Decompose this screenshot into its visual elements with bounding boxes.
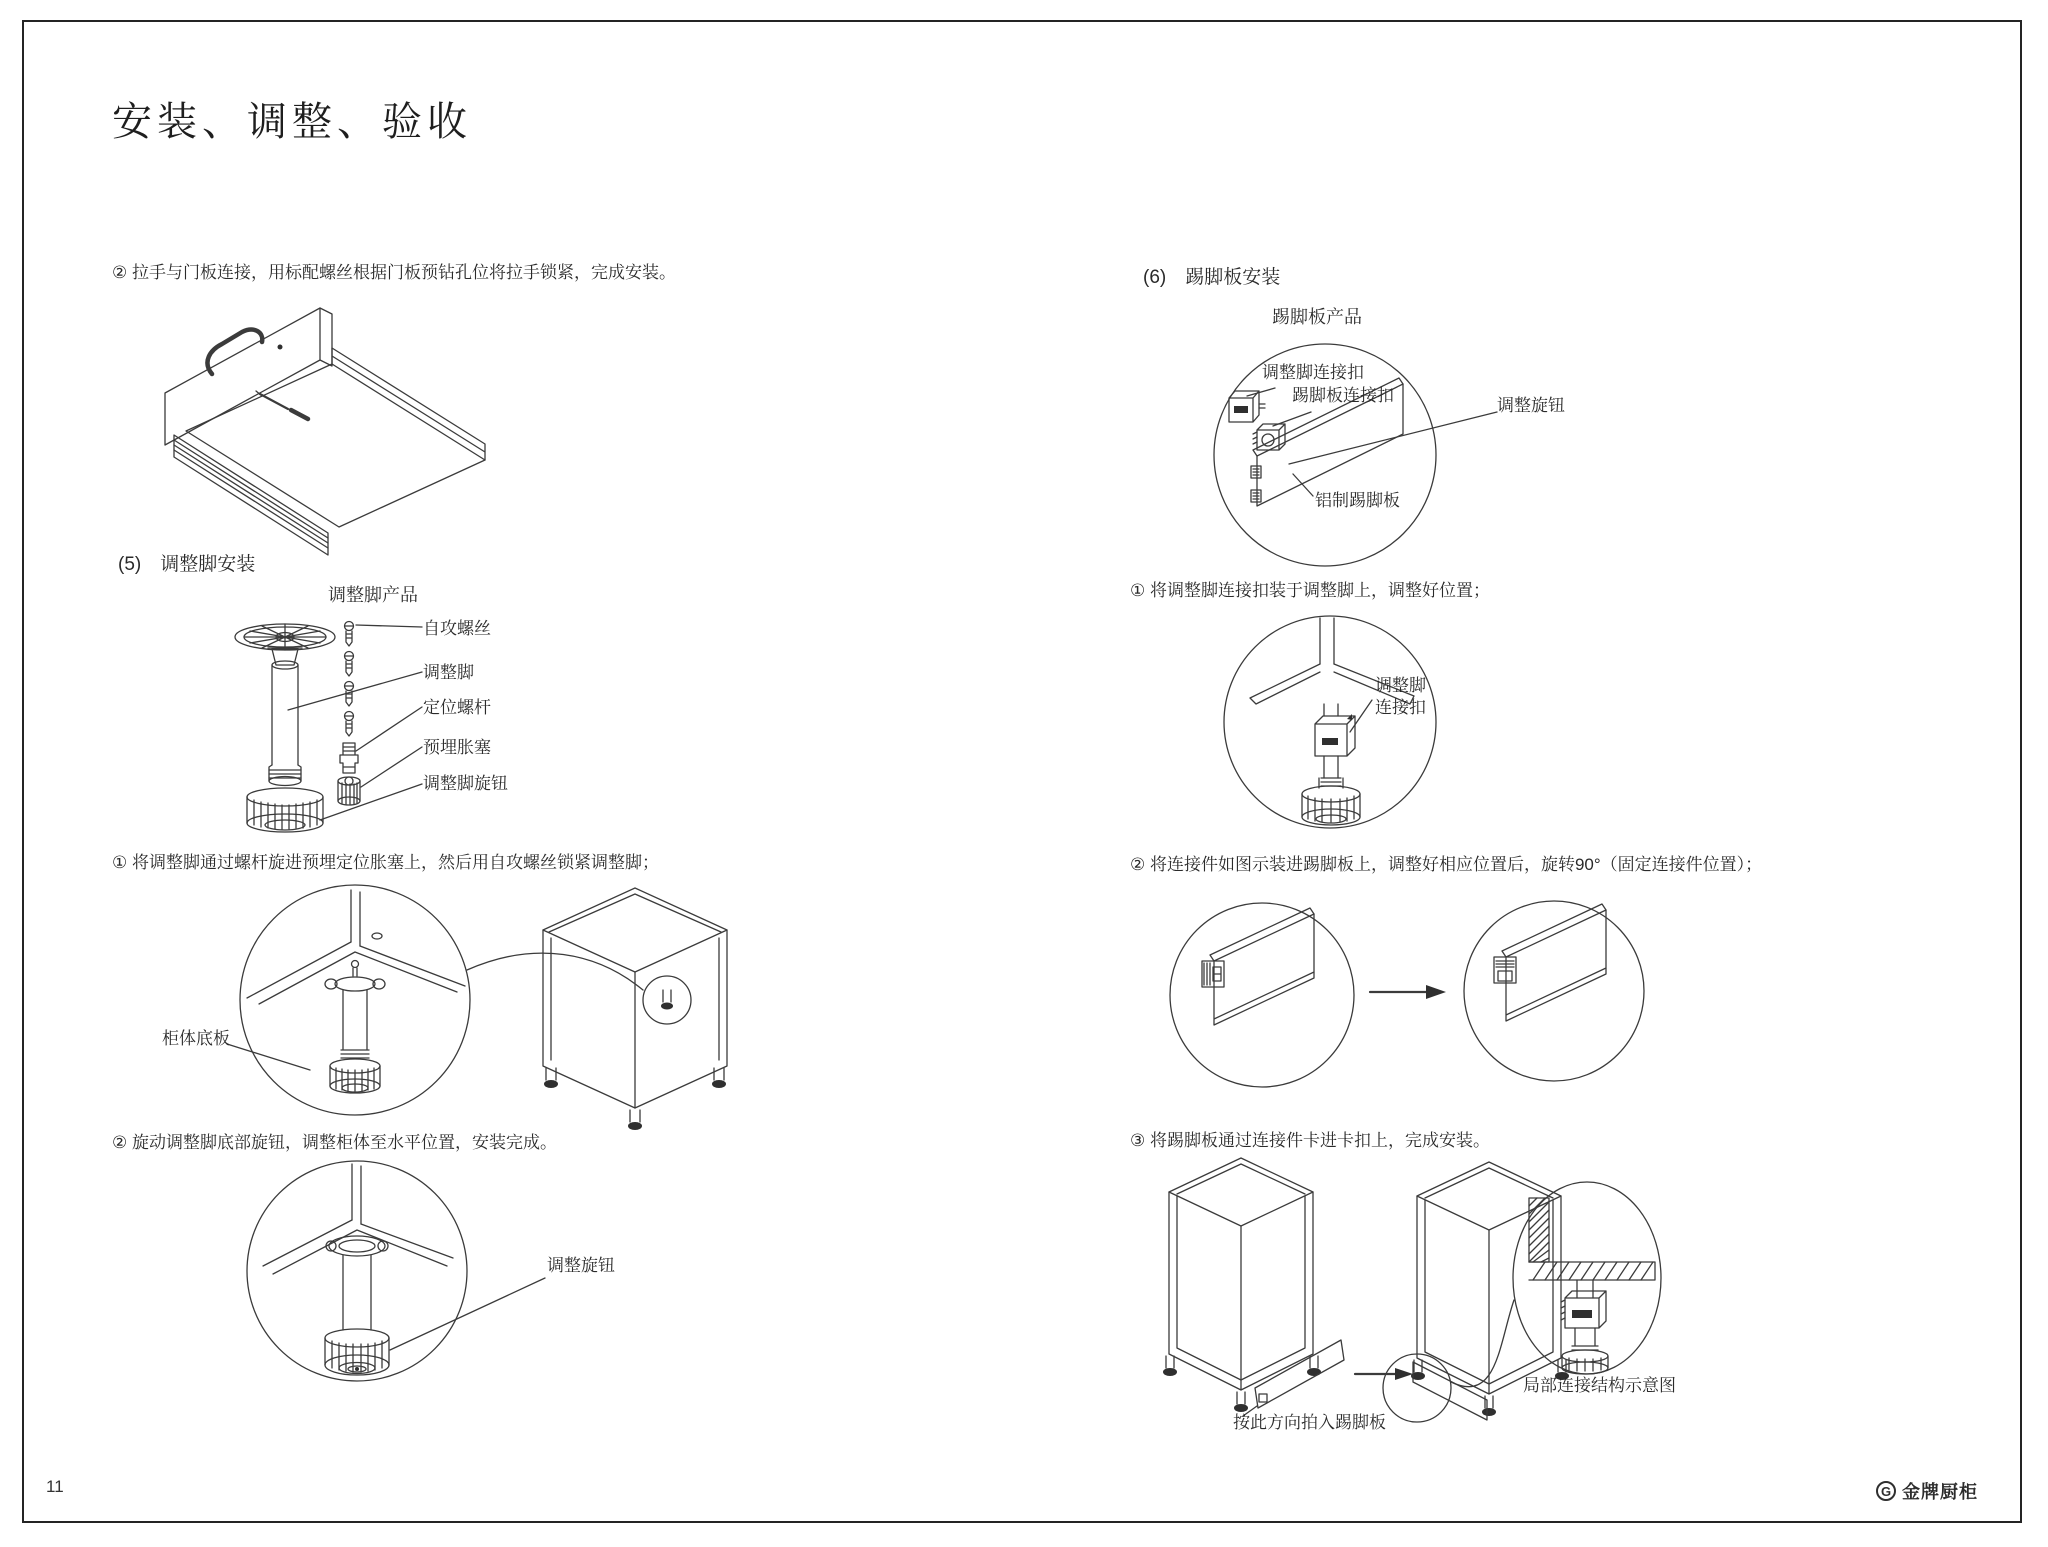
- foot-product-caption: 调整脚产品: [328, 585, 418, 605]
- label-insert-direction: 按此方向拍入踢脚板: [1233, 1413, 1386, 1432]
- handle-install-step: ② 拉手与门板连接，用标配螺丝根据门板预钻孔位将拉手锁紧，完成安装。: [112, 263, 676, 282]
- panel-connector-rotate-diagram: [1180, 895, 1760, 1125]
- foot-connector-diagram: [1222, 612, 1582, 847]
- toekick-step-3: ③ 将踢脚板通过连接件卡进卡扣上，完成安装。: [1130, 1131, 1490, 1150]
- foot-cabinet-diagram: [115, 878, 795, 1133]
- toekick-step-2: ② 将连接件如图示装进踢脚板上，调整好相应位置后，旋转90°（固定连接件位置）；: [1130, 855, 1763, 874]
- label-foot-knob: 调整脚旋钮: [423, 774, 508, 793]
- page-number: 11: [46, 1477, 64, 1496]
- page-title: 安装、调整、验收: [112, 100, 472, 144]
- brand-logo: [1876, 1478, 1978, 1504]
- label-adjust-knob: 调整旋钮: [547, 1256, 615, 1275]
- toekick-install-diagram: [1155, 1148, 1895, 1440]
- foot-step-1: ① 将调整脚通过螺杆旋进预埋定位胀塞上，然后用自攻螺丝锁紧调整脚；: [112, 853, 659, 872]
- knob-closeup-diagram: [245, 1158, 805, 1443]
- label-positioning-screw: 定位螺杆: [423, 698, 491, 717]
- toekick-product-caption: 踢脚板产品: [1272, 307, 1362, 327]
- door-handle-diagram: [130, 298, 530, 553]
- label-detail-caption: 局部连接结构示意图: [1523, 1376, 1676, 1395]
- section-6-heading: (6) 踢脚板安装: [1143, 267, 1281, 288]
- label-self-tapping-screw: 自攻螺丝: [423, 619, 491, 638]
- label-foot-connector-line1: 调整脚: [1375, 676, 1426, 695]
- label-embedded-anchor: 预埋胀塞: [423, 738, 491, 757]
- label-foot-connector-line2: 连接扣: [1375, 698, 1426, 717]
- foot-exploded-diagram: [230, 615, 590, 850]
- label-panel-connector: 踢脚板连接扣: [1292, 386, 1394, 405]
- label-adjustable-foot: 调整脚: [423, 663, 474, 682]
- label-foot-connector: 调整脚连接扣: [1262, 363, 1364, 382]
- label-toekick-adjust-knob: 调整旋钮: [1497, 396, 1565, 415]
- foot-step-2: ② 旋动调整脚底部旋钮，调整柜体至水平位置，安装完成。: [112, 1133, 557, 1152]
- brand-logo-icon: G: [1876, 1481, 1896, 1501]
- section-5-heading: (5) 调整脚安装: [118, 554, 256, 575]
- label-aluminum-panel: 铝制踢脚板: [1315, 491, 1400, 510]
- brand-name: 金牌厨柜: [1902, 1482, 1978, 1502]
- toekick-step-1: ① 将调整脚连接扣装于调整脚上，调整好位置；: [1130, 581, 1490, 600]
- label-cabinet-bottom: 柜体底板: [162, 1029, 230, 1048]
